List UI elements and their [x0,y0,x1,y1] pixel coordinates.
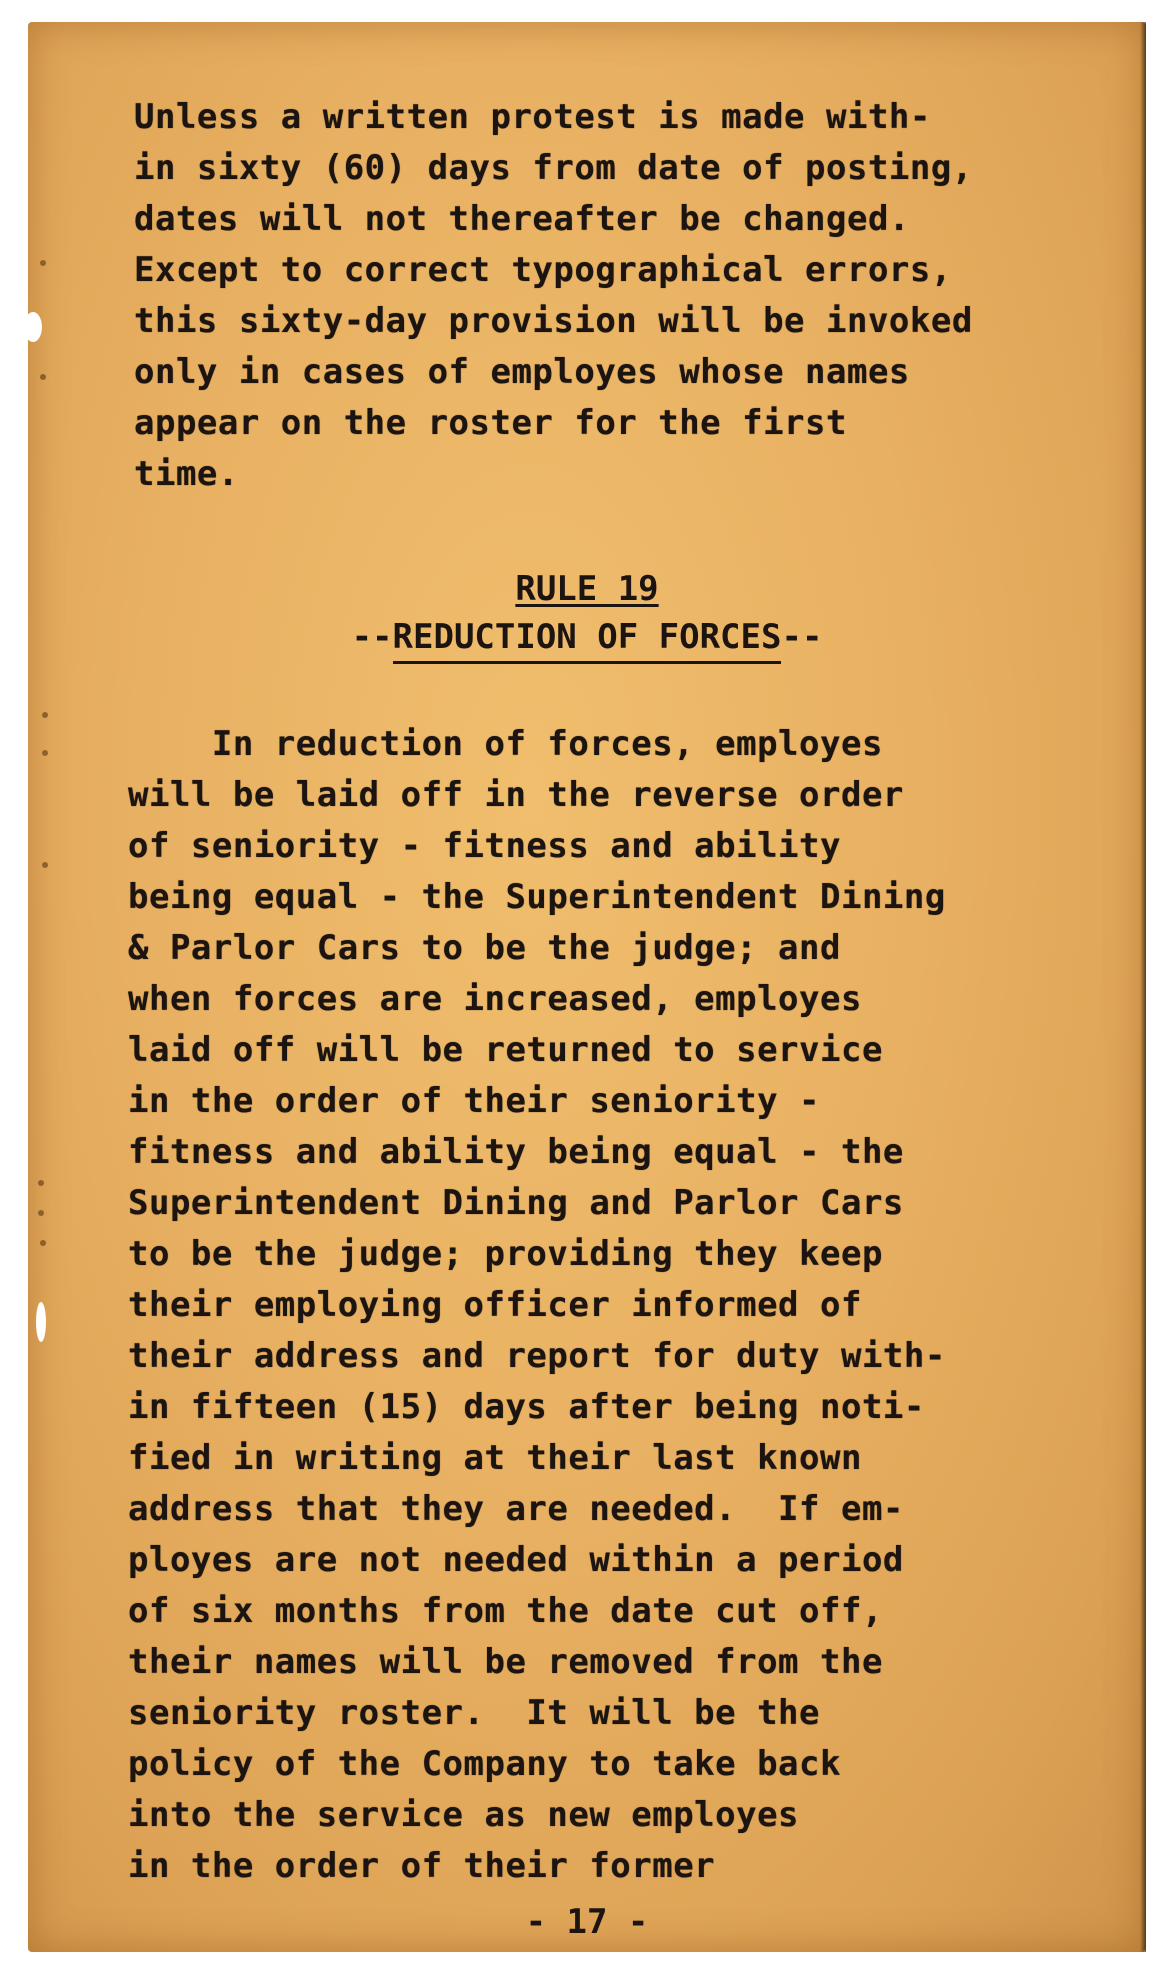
text-line: in fifteen (15) days after being noti- [128,1387,925,1427]
paper-speck [40,260,46,266]
text-line: will be laid off in the reverse order [128,775,904,815]
text-line: being equal - the Superintendent Dining [128,877,946,917]
rule-body-paragraph [128,719,946,1892]
paper-speck [42,750,48,756]
text-line: fied in writing at their last known [128,1438,862,1478]
paper-speck [38,1210,44,1216]
text-line: ployes are not needed within a period [128,1540,904,1580]
text-line: appear on the roster for the first [134,403,847,443]
punch-hole [36,1302,46,1342]
text-line: their address and report for duty with- [128,1336,946,1376]
rule-title-text: REDUCTION OF FORCES [393,615,782,664]
punch-hole [24,312,42,342]
text-line: in sixty (60) days from date of posting, [134,148,973,188]
text-line: In reduction of forces, employes [128,724,883,764]
continuation-paragraph [134,92,973,500]
rule-title-heading: --REDUCTION OF FORCES-- [28,615,1170,664]
text-line: in the order of their seniority - [128,1081,821,1121]
text-line: only in cases of employes whose names [134,352,910,392]
page-edge-shadow [1140,22,1146,1952]
text-line: laid off will be returned to service [128,1030,883,1070]
paper-speck [40,374,46,380]
text-line: of six months from the date cut off, [128,1591,883,1631]
text-line: address that they are needed. If em- [128,1489,904,1529]
text-line: in the order of their former [128,1846,716,1886]
text-line: & Parlor Cars to be the judge; and [128,928,841,968]
paper-speck [40,1240,46,1246]
text-line: into the service as new employes [128,1795,800,1835]
paper-speck [38,1180,44,1186]
text-line: dates will not thereafter be changed. [134,199,910,239]
text-line: of seniority - fitness and ability [128,826,841,866]
text-line: their names will be removed from the [128,1642,883,1682]
text-line: when forces are increased, employes [128,979,862,1019]
text-line: their employing officer informed of [128,1285,862,1325]
paper-speck [42,712,48,718]
text-line: time. [134,454,239,494]
text-line: Except to correct typographical errors, [134,250,952,290]
text-line: fitness and ability being equal - the [128,1132,904,1172]
text-line: Superintendent Dining and Parlor Cars [128,1183,904,1223]
text-line: policy of the Company to take back [128,1744,841,1784]
text-line: to be the judge; providing they keep [128,1234,883,1274]
document-page [28,22,1146,1952]
rule-number-heading: RULE 19 [515,569,659,609]
text-line: this sixty-day provision will be invoked [134,301,973,341]
page-number: - 17 - [525,1902,649,1942]
text-line: Unless a written protest is made with- [134,97,931,137]
paper-speck [42,862,48,868]
text-line: seniority roster. It will be the [128,1693,821,1733]
